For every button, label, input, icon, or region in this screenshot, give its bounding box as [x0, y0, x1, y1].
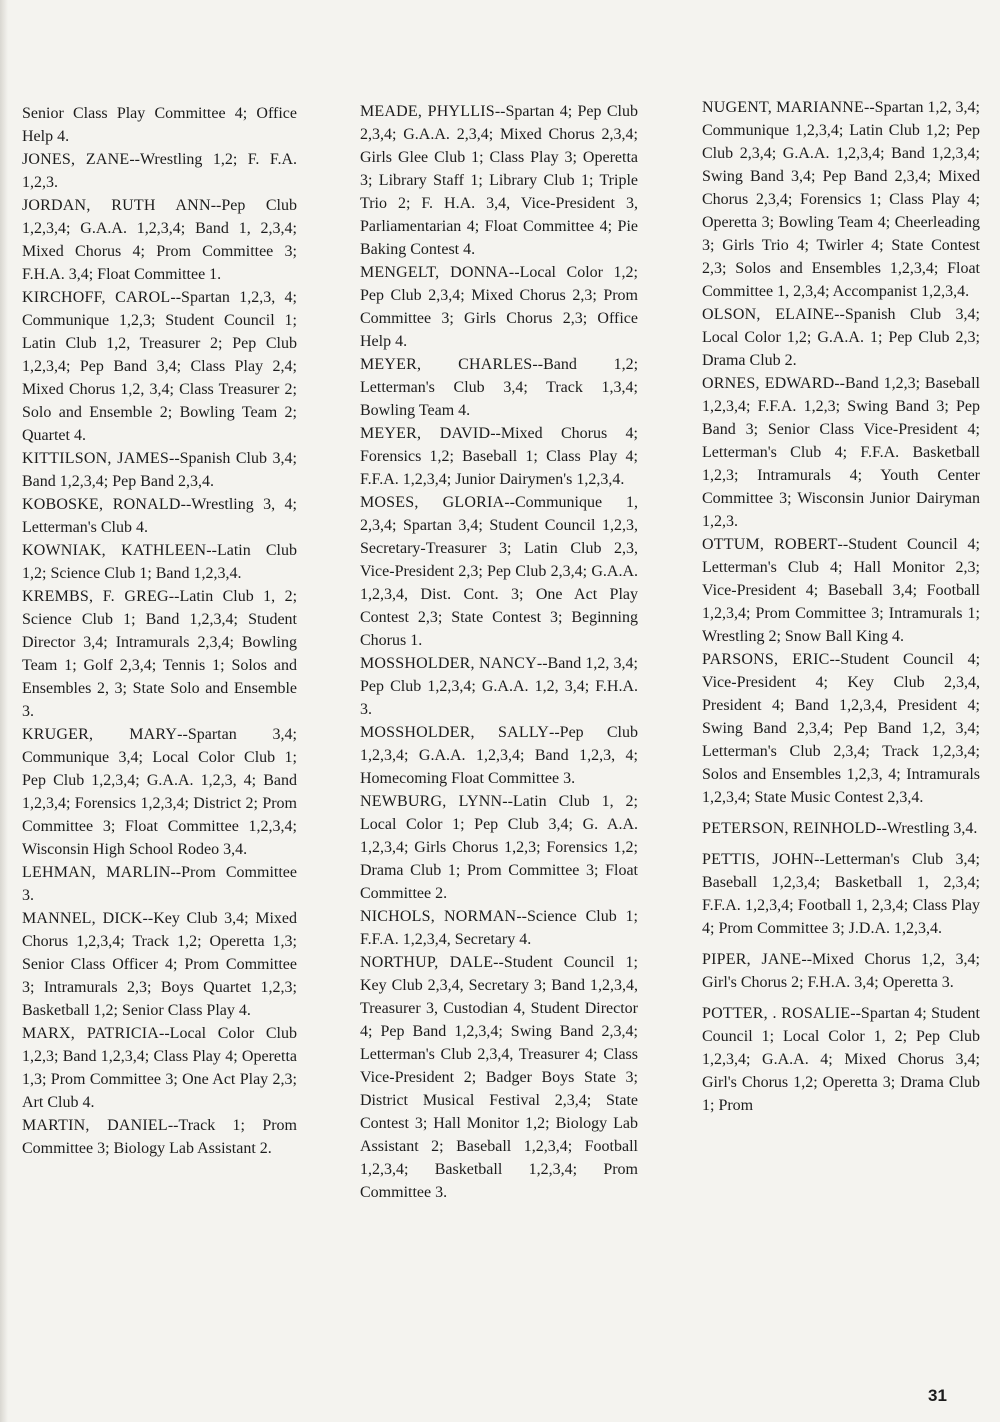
- student-activities: --Student Council 4; Vice-President 4; Key Club 2,3,4, President 4; Band 1,2,3,4, President 4; Swing Band 2,3,4; Pep Band 1,2, 3,4; Letterman's Club 2,3,4; Track 1,2,3,4; Solos and Ensembles 1,2,3, 4; Intramurals 1,2,3,4; State Music Contest 2,3,4.: [702, 651, 981, 806]
- student-activities: --Spartan 3,4; Communique 3,4; Local Color Club 1; Pep Club 1,2,3,4; G.A.A. 1,2,3, 4; Band 1,2,3,4; Forensics 1,2,3,4; District 2; Prom Committee 3; Float Committee 1,2,3,4; Wisconsin High School Rodeo 3,4.: [22, 726, 297, 858]
- student-entry: [702, 648, 980, 809]
- student-name: JONES, ZANE: [22, 151, 130, 168]
- student-entry: [360, 721, 638, 790]
- student-activities: --Band 1,2,3; Baseball 1,2,3,4; F.F.A. 1,2,3; Swing Band 3; Pep Band 3; Senior Class Vice-President 4; Letterman's Club 4; F.F.A. Basketball 1,2,3; Intramurals 4; Youth Center Committee 3; Wisconsin Junior Dairyman 1,2,3.: [702, 375, 980, 530]
- student-entry: [360, 652, 638, 721]
- student-entry: [360, 261, 638, 353]
- student-name: JORDAN, RUTH ANN: [22, 197, 211, 214]
- page-number: 31: [928, 1386, 947, 1405]
- student-name: NUGENT, MARIANNE: [702, 99, 865, 116]
- student-entry: [22, 585, 297, 723]
- student-name: KIRCHOFF, CAROL: [22, 289, 171, 306]
- student-name: OLSON, ELAINE: [702, 306, 835, 323]
- student-name: KOWNIAK, KATHLEEN: [22, 542, 207, 559]
- student-name: PARSONS, ERIC: [702, 651, 830, 668]
- student-activities: --Student Council 1; Key Club 2,3,4, Secretary 3; Band 1,2,3,4, Treasurer 3, Custodian 4, Student Director 4; Pep Band 1,2,3,4; Swing Band 2,3,4; Letterman's Club 2,3,4, Treasurer 4; Class Vice-President 2; Badger Boys State 3; District Musical Festival 2,3,4; State Contest 3; Hall Monitor 1,2; Biology Lab Assistant 2; Baseball 1,2,3,4; Football 1,2,3,4; Basketball 1,2,3,4; Prom Committee 3.: [360, 954, 638, 1201]
- student-name: ORNES, EDWARD: [702, 375, 835, 392]
- student-entry: [22, 447, 297, 493]
- student-activities: --Communique 1, 2,3,4; Spartan 3,4; Student Council 1,2,3, Secretary-Treasurer 3; Latin Club 2,3, Vice-President 2,3; Pep Club 2,3,4; G.A.A. 1,2,3,4, Dist. Cont. 3; One Act Play Contest 2,3; State Contest 3; Beginning Chorus 1.: [360, 494, 638, 649]
- student-name: MENGELT, DONNA: [360, 264, 509, 281]
- student-entry: [360, 100, 638, 261]
- student-name: MEADE, PHYLLIS: [360, 103, 495, 120]
- student-name: POTTER, . ROSALIE: [702, 1005, 851, 1022]
- student-name: NEWBURG, LYNN: [360, 793, 503, 810]
- student-entry: [702, 372, 980, 533]
- student-entry: [702, 533, 980, 648]
- student-entry: [22, 1022, 297, 1114]
- student-name: LEHMAN, MARLIN: [22, 864, 171, 881]
- student-entry: [360, 422, 638, 491]
- student-entry: [360, 905, 638, 951]
- student-activities: --Latin Club 1,2; Science Club 1; Band 1,2,3,4.: [22, 542, 297, 582]
- student-activities: --Spanish Club 3,4; Band 1,2,3,4; Pep Band 2,3,4.: [22, 450, 297, 490]
- column-1: [22, 102, 297, 1160]
- student-activities: --Wrestling 1,2; F. F.A. 1,2,3.: [22, 151, 297, 191]
- student-activities: --Spartan 4; Student Council 1; Local Color 1, 2; Pep Club 1,2,3,4; G.A.A. 4; Mixed Chorus 3,4; Girl's Chorus 1,2; Operetta 3; Drama Club 1; Prom: [702, 1005, 980, 1114]
- student-entry: [22, 539, 297, 585]
- student-activities: --Letterman's Club 3,4; Baseball 1,2,3,4; Basketball 1, 2,3,4; F.F.A. 1,2,3,4; Football 1, 2,3,4; Class Play 4; Prom Committee 3; J.D.A. 1,2,3,4.: [702, 851, 980, 937]
- student-activities: --Mixed Chorus 1,2, 3,4; Girl's Chorus 2; F.H.A. 3,4; Operetta 3.: [702, 951, 980, 991]
- student-activities: --Local Color 1,2; Pep Club 2,3,4; Mixed Chorus 2,3; Prom Committee 3; Girls Chorus 2,3; Office Help 4.: [360, 264, 638, 350]
- student-name: NORTHUP, DALE: [360, 954, 494, 971]
- student-entry: [702, 1002, 980, 1117]
- student-name: MEYER, CHARLES: [360, 356, 533, 373]
- student-entry: [22, 907, 297, 1022]
- student-entry: [360, 353, 638, 422]
- student-activities: --Spartan 1,2,3, 4; Communique 1,2,3; Student Council 1; Latin Club 1,2, Treasurer 2; Pep Club 1,2,3,4; Pep Band 3,4; Class Play 2,4; Mixed Chorus 1,2, 3,4; Class Treasurer 2; Solo and Ensemble 2; Bowling Team 2; Quartet 4.: [22, 289, 297, 444]
- student-name: MANNEL, DICK: [22, 910, 143, 927]
- student-activities: --Latin Club 1, 2; Science Club 1; Band 1,2,3,4; Student Director 3,4; Intramurals 2,3,4; Bowling Team 1; Golf 2,3,4; Tennis 1; Solos and Ensembles 2, 3; State Solo and Ensemble 3.: [22, 588, 298, 720]
- student-activities: --Spartan 4; Pep Club 2,3,4; G.A.A. 2,3,4; Mixed Chorus 2,3,4; Girls Glee Club 1; Class Play 3; Operetta 3; Library Staff 1; Library Club 1; Triple Trio 2; F. H.A. 3,4, Vice-President 3, Parliamentarian 4; Float Committee 4; Pie Baking Contest 4.: [360, 103, 638, 258]
- student-entry: [22, 286, 297, 447]
- student-entry: [22, 723, 297, 861]
- student-entry: [22, 493, 297, 539]
- student-activities: --Band 1,2; Letterman's Club 3,4; Track 1,3,4; Bowling Team 4.: [360, 356, 639, 419]
- student-name: KITTILSON, JAMES: [22, 450, 169, 467]
- student-activities: --Pep Club 1,2,3,4; G.A.A. 1,2,3,4; Band 1,2,3, 4; Homecoming Float Committee 3.: [360, 724, 638, 787]
- student-entry: [360, 491, 638, 652]
- student-name: MARTIN, DANIEL: [22, 1117, 168, 1134]
- student-entry: [702, 848, 980, 940]
- page-edge-shadow: [0, 0, 8, 1422]
- student-activities: --Wrestling 3, 4; Letterman's Club 4.: [22, 496, 297, 536]
- student-activities: --Latin Club 1, 2; Local Color 1; Pep Club 3,4; G. A.A. 1,2,3,4; Girls Chorus 1,2,3; Forensics 1,2; Drama Club 1; Prom Committee 3; Float Committee 2.: [360, 793, 638, 902]
- student-entry: [22, 861, 297, 907]
- student-name: MOSSHOLDER, NANCY: [360, 655, 537, 672]
- student-activities: --Wrestling 3,4.: [876, 820, 978, 837]
- student-name: OTTUM, ROBERT: [702, 536, 838, 553]
- student-name: KREMBS, F. GREG: [22, 588, 169, 605]
- student-name: PETTIS, JOHN: [702, 851, 815, 868]
- student-activities: --Key Club 3,4; Mixed Chorus 1,2,3,4; Track 1,2; Operetta 1,3; Senior Class Officer 4; Prom Committee 3; Intramurals 2,3; Boys Quartet 1,2,3; Basketball 1,2; Senior Class Play 4.: [22, 910, 297, 1019]
- student-entry: [22, 1114, 297, 1160]
- student-activities: --Spartan 1,2, 3,4; Communique 1,2,3,4; Latin Club 1,2; Pep Club 2,3,4; G.A.A. 1,2,3,4; Band 1,2,3,4; Swing Band 3,4; Pep Band 2,3,4; Mixed Chorus 2,3,4; Forensics 1; Class Play 4; Operetta 3; Bowling Team 4; Cheerleading 3; Girls Trio 4; Twirler 4; State Contest 2,3; Solos and Ensembles 1,2,3,4; Float Committee 1, 2,3,4; Accompanist 1,2,3,4.: [702, 99, 981, 300]
- student-name: PETERSON, REINHOLD: [702, 820, 877, 837]
- student-activities: --Band 1,2, 3,4; Pep Club 1,2,3,4; G.A.A. 1,2, 3,4; F.H.A. 3.: [360, 655, 638, 718]
- student-activities: --Pep Club 1,2,3,4; G.A.A. 1,2,3,4; Band 1, 2,3,4; Mixed Chorus 4; Prom Committee 3; F.H.A. 3,4; Float Committee 1.: [22, 197, 297, 283]
- student-activities: --Track 1; Prom Committee 3; Biology Lab Assistant 2.: [22, 1117, 297, 1157]
- student-name: MARX, PATRICIA: [22, 1025, 160, 1042]
- student-name: MOSES, GLORIA: [360, 494, 505, 511]
- student-entry: [702, 817, 980, 840]
- student-entry: [22, 194, 297, 286]
- student-activities: --Local Color Club 1,2,3; Band 1,2,3,4; Class Play 4; Operetta 1,3; Prom Committee 3; One Act Play 2,3; Art Club 4.: [22, 1025, 297, 1111]
- student-entry: [702, 96, 980, 303]
- student-activities: --Mixed Chorus 4; Forensics 1,2; Baseball 1; Class Play 4; F.F.A. 1,2,3,4; Junior Dairymen's 1,2,3,4.: [360, 425, 638, 488]
- student-name: NICHOLS, NORMAN: [360, 908, 517, 925]
- student-activities: --Spanish Club 3,4; Local Color 1,2; G.A.A. 1; Pep Club 2,3; Drama Club 2.: [702, 306, 980, 369]
- column-3: [702, 96, 980, 1117]
- student-name: KOBOSKE, RONALD: [22, 496, 181, 513]
- student-activities: --Prom Committee 3.: [22, 864, 297, 904]
- student-entry: [22, 102, 297, 148]
- student-entry: [702, 948, 980, 994]
- student-activities: Senior Class Play Committee 4; Office Help 4.: [22, 105, 297, 145]
- student-entry: [360, 790, 638, 905]
- student-activities: --Student Council 4; Letterman's Club 4; Hall Monitor 2,3; Vice-President 4; Baseball 3,4; Football 1,2,3,4; Prom Committee 3; Intramurals 1; Wrestling 2; Snow Ball King 4.: [702, 536, 981, 645]
- student-entry: [22, 148, 297, 194]
- student-name: MOSSHOLDER, SALLY: [360, 724, 550, 741]
- student-name: MEYER, DAVID: [360, 425, 491, 442]
- column-2: [360, 100, 638, 1204]
- student-name: PIPER, JANE: [702, 951, 802, 968]
- student-name: KRUGER, MARY: [22, 726, 178, 743]
- student-entry: [702, 303, 980, 372]
- student-entry: [360, 951, 638, 1204]
- student-activities: --Science Club 1; F.F.A. 1,2,3,4, Secretary 4.: [360, 908, 638, 948]
